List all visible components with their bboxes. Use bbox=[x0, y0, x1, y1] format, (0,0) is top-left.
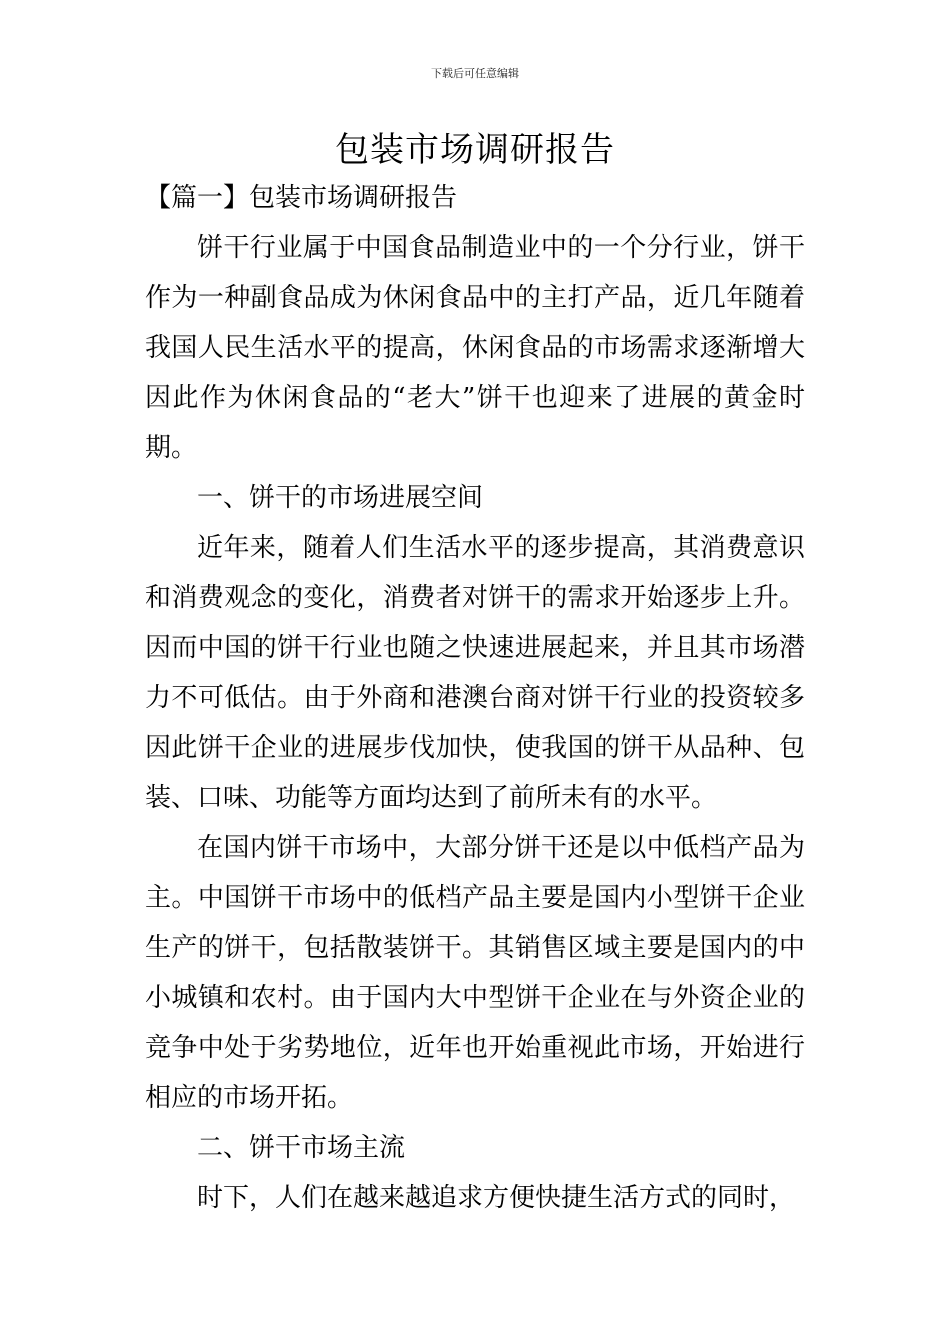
section-heading: 【篇一】包装市场调研报告 bbox=[145, 183, 458, 213]
subheading-mainstream: 二、饼干市场主流 bbox=[197, 1133, 406, 1163]
paragraph-intro: 饼干行业属于中国食品制造业中的一个分行业，饼干作为一种副食品成为休闲食品中的主打产品，近几年随着我国人民生活水平的提高，休闲食品的市场需求逐渐增大因此作为休闲食品的“老大”饼干也迎来了进展的黄金时期。 bbox=[145, 233, 805, 463]
paragraph-market-space: 近年来，随着人们生活水平的逐步提高，其消费意识和消费观念的变化，消费者对饼干的需求开始逐步上升。因而中国的饼干行业也随之快速进展起来，并且其市场潜力不可低估。由于外商和港澳台商对饼干行业的投资较多因此饼干企业的进展步伐加快，使我国的饼干从品种、包装、口味、功能等方面均达到了前所未有的水平。 bbox=[145, 533, 805, 813]
subheading-market-space: 一、饼干的市场进展空间 bbox=[197, 483, 484, 513]
header-note: 下载后可任意编辑 bbox=[431, 67, 519, 80]
document-title: 包装市场调研报告 bbox=[335, 130, 615, 170]
paragraph-domestic-market: 在国内饼干市场中，大部分饼干还是以中低档产品为主。中国饼干市场中的低档产品主要是国内小型饼干企业生产的饼干，包括散装饼干。其销售区域主要是国内的中小城镇和农村。由于国内大中型饼干企业在与外资企业的竞争中处于劣势地位，近年也开始重视此市场，开始进行相应的市场开拓。 bbox=[145, 833, 805, 1113]
document-body bbox=[145, 173, 805, 1223]
paragraph-mainstream: 时下，人们在越来越追求方便快捷生活方式的同时， bbox=[197, 1183, 796, 1213]
